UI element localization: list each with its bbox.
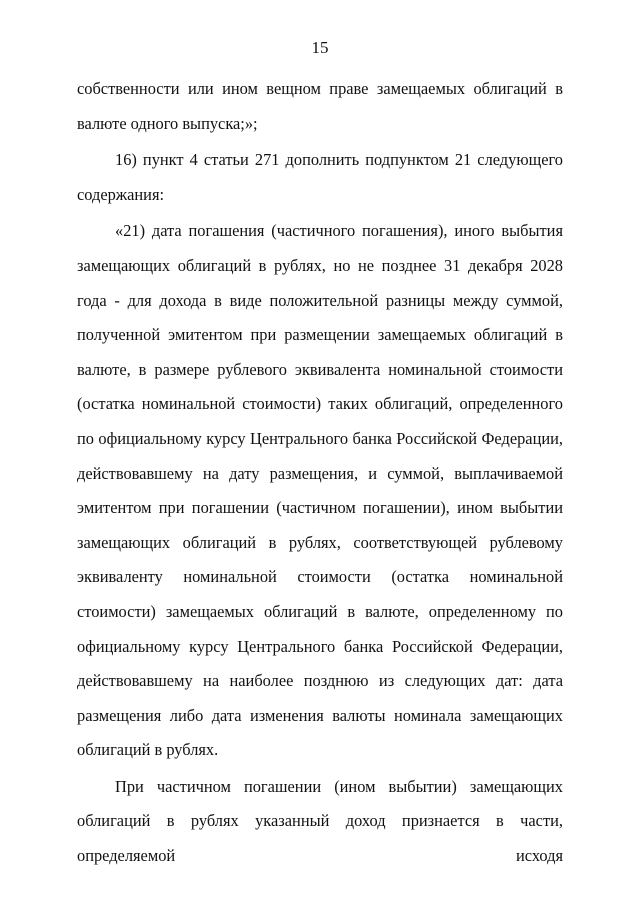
page-number: 15 (311, 38, 329, 57)
paragraph-subitem-21: «21) дата погашения (частичного погашения), иного выбытия замещающих облигаций в рублях, но не позднее 31 декабря 2028 года - для дохода в виде положительной разницы между суммой, полученной эмитентом при размещении замещаемых облигаций в валюте, в размере рублевого эквивалента номинальной стоимости (остатка номинальной стоимости) таких облигаций, определенного по официальному курсу Центрального банка Российской Федерации, действовавшему на дату размещения, и суммой, выплачиваемой эмитентом при погашении (частичном погашении), ином выбытии замещающих облигаций в рублях, соответствующей рублевому эквиваленту номинальной стоимости (остатка номинальной стоимости) замещаемых облигаций в валюте, определенному по официальному курсу Центрального банка Российской Федерации, действовавшему на наиболее позднюю из следующих дат: дата размещения либо дата изменения валюты номинала замещающих облигаций в рублях. (77, 221, 563, 760)
paragraph-continuation: собственности или ином вещном праве замещаемых облигаций в валюте одного выпуска;»; (77, 79, 563, 133)
paragraph-partial-redemption: При частичном погашении (ином выбытии) замещающих облигаций в рублях указанный доход признается в части, определяемой исходя (77, 776, 563, 866)
paragraph-item-16: 16) пункт 4 статьи 271 дополнить подпунктом 21 следующего содержания: (77, 150, 563, 204)
document-body (77, 72, 563, 874)
